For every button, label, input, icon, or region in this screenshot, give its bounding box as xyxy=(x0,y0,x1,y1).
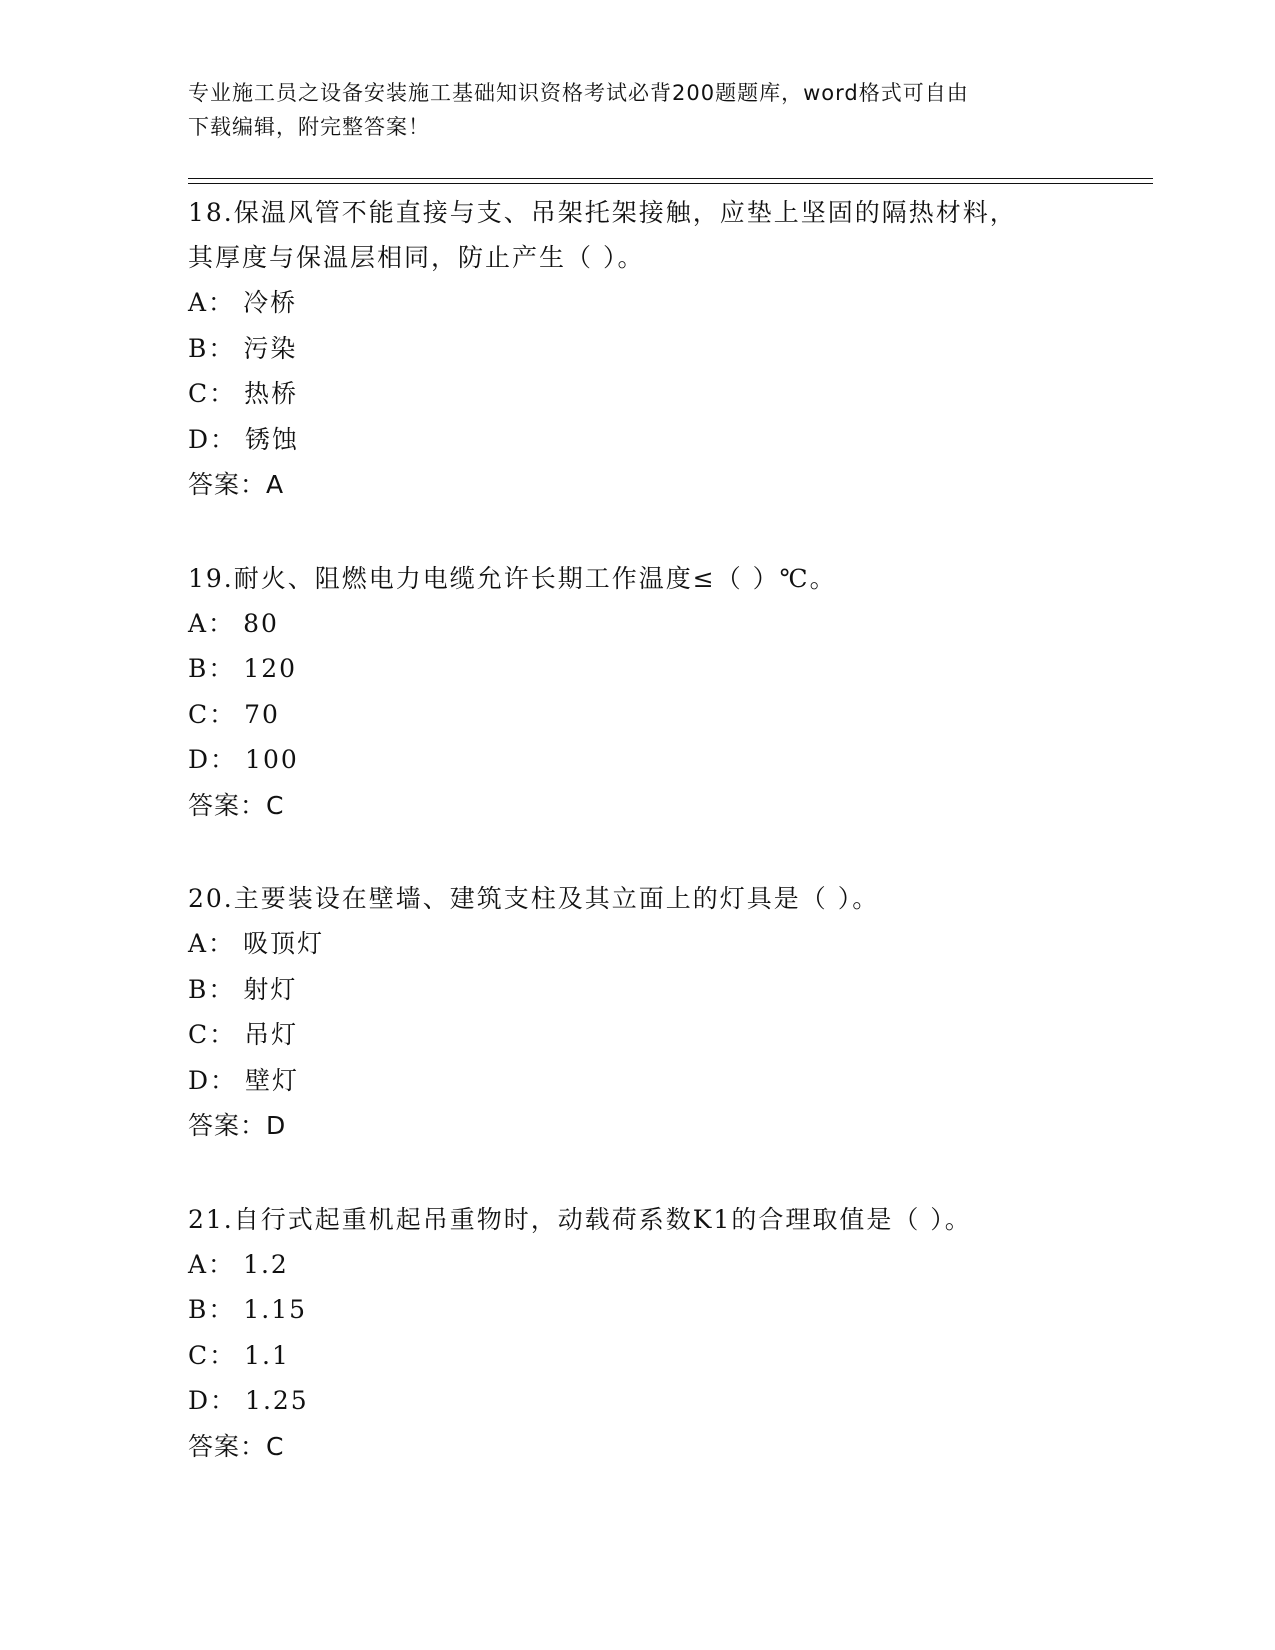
question-20 xyxy=(188,876,1088,1149)
option-value: 1.25 xyxy=(245,1386,309,1415)
question-stem-line-2: 其厚度与保温层相同，防止产生（ ）。 xyxy=(188,243,645,272)
answer-line: 答案：D xyxy=(188,1111,287,1140)
question-19 xyxy=(188,556,1088,829)
option-letter: D： xyxy=(188,1386,238,1415)
option-letter: D： xyxy=(188,745,238,774)
option-letter: A： xyxy=(188,608,236,638)
header-line-1: 专业施工员之设备安装施工基础知识资格考试必背200题题库，word格式可自由 xyxy=(188,81,969,105)
option-a xyxy=(188,601,1088,647)
option-value: 80 xyxy=(243,608,279,638)
option-value: 1.1 xyxy=(244,1340,290,1370)
option-value: 污染 xyxy=(243,333,298,363)
option-letter: C： xyxy=(188,1020,237,1049)
option-value: 冷桥 xyxy=(243,288,298,317)
answer-line: 答案：C xyxy=(188,1431,285,1461)
header-line-2: 下载编辑，附完整答案！ xyxy=(188,115,430,139)
option-value: 1.15 xyxy=(243,1295,308,1324)
option-b xyxy=(188,1287,1088,1333)
document-header xyxy=(188,76,1068,144)
option-value: 锈蚀 xyxy=(245,424,300,454)
option-letter: B： xyxy=(188,1295,236,1324)
answer-line: 答案：A xyxy=(188,470,285,499)
question-21 xyxy=(188,1197,1088,1470)
option-d xyxy=(188,417,1088,463)
option-value: 120 xyxy=(243,654,298,683)
question-stem-line-1: 18.保温风管不能直接与支、吊架托架接触，应垫上坚固的隔热材料， xyxy=(188,198,1017,227)
option-value: 100 xyxy=(245,745,299,774)
option-value: 射灯 xyxy=(243,974,298,1004)
option-b xyxy=(188,967,1088,1013)
option-letter: B： xyxy=(188,333,236,363)
option-letter: C： xyxy=(188,379,237,408)
option-c xyxy=(188,1012,1088,1058)
option-value: 吸顶灯 xyxy=(243,929,325,958)
option-value: 热桥 xyxy=(244,379,299,408)
option-d xyxy=(188,1058,1088,1104)
question-18 xyxy=(188,190,1088,508)
option-a xyxy=(188,280,1088,326)
header-divider-bottom xyxy=(188,183,1153,184)
question-stem: 20.主要装设在壁墙、建筑支柱及其立面上的灯具是（ ）。 xyxy=(188,884,880,913)
option-value: 70 xyxy=(244,699,280,729)
option-value: 壁灯 xyxy=(245,1065,300,1095)
option-c xyxy=(188,692,1088,738)
option-letter: B： xyxy=(188,974,236,1004)
option-letter: D： xyxy=(188,424,238,454)
option-letter: B： xyxy=(188,654,236,683)
question-stem: 21.自行式起重机起吊重物时，动载荷系数K1的合理取值是（ ）。 xyxy=(188,1204,972,1234)
option-a xyxy=(188,921,1088,967)
option-c xyxy=(188,371,1088,417)
option-b xyxy=(188,646,1088,692)
option-letter: D： xyxy=(188,1065,238,1095)
option-letter: A： xyxy=(188,288,236,317)
header-divider-top xyxy=(188,178,1153,179)
option-c xyxy=(188,1333,1088,1379)
option-d xyxy=(188,1378,1088,1424)
question-list xyxy=(188,190,1088,1517)
option-value: 吊灯 xyxy=(244,1020,299,1049)
answer-line: 答案：C xyxy=(188,790,285,820)
option-letter: C： xyxy=(188,1340,237,1370)
option-letter: A： xyxy=(188,1249,236,1279)
question-stem: 19.耐火、阻燃电力电缆允许长期工作温度≤（ ）℃。 xyxy=(188,563,837,593)
option-b xyxy=(188,326,1088,372)
option-a xyxy=(188,1242,1088,1288)
option-letter: A： xyxy=(188,929,236,958)
option-d xyxy=(188,737,1088,783)
option-value: 1.2 xyxy=(243,1249,289,1279)
option-letter: C： xyxy=(188,699,237,729)
